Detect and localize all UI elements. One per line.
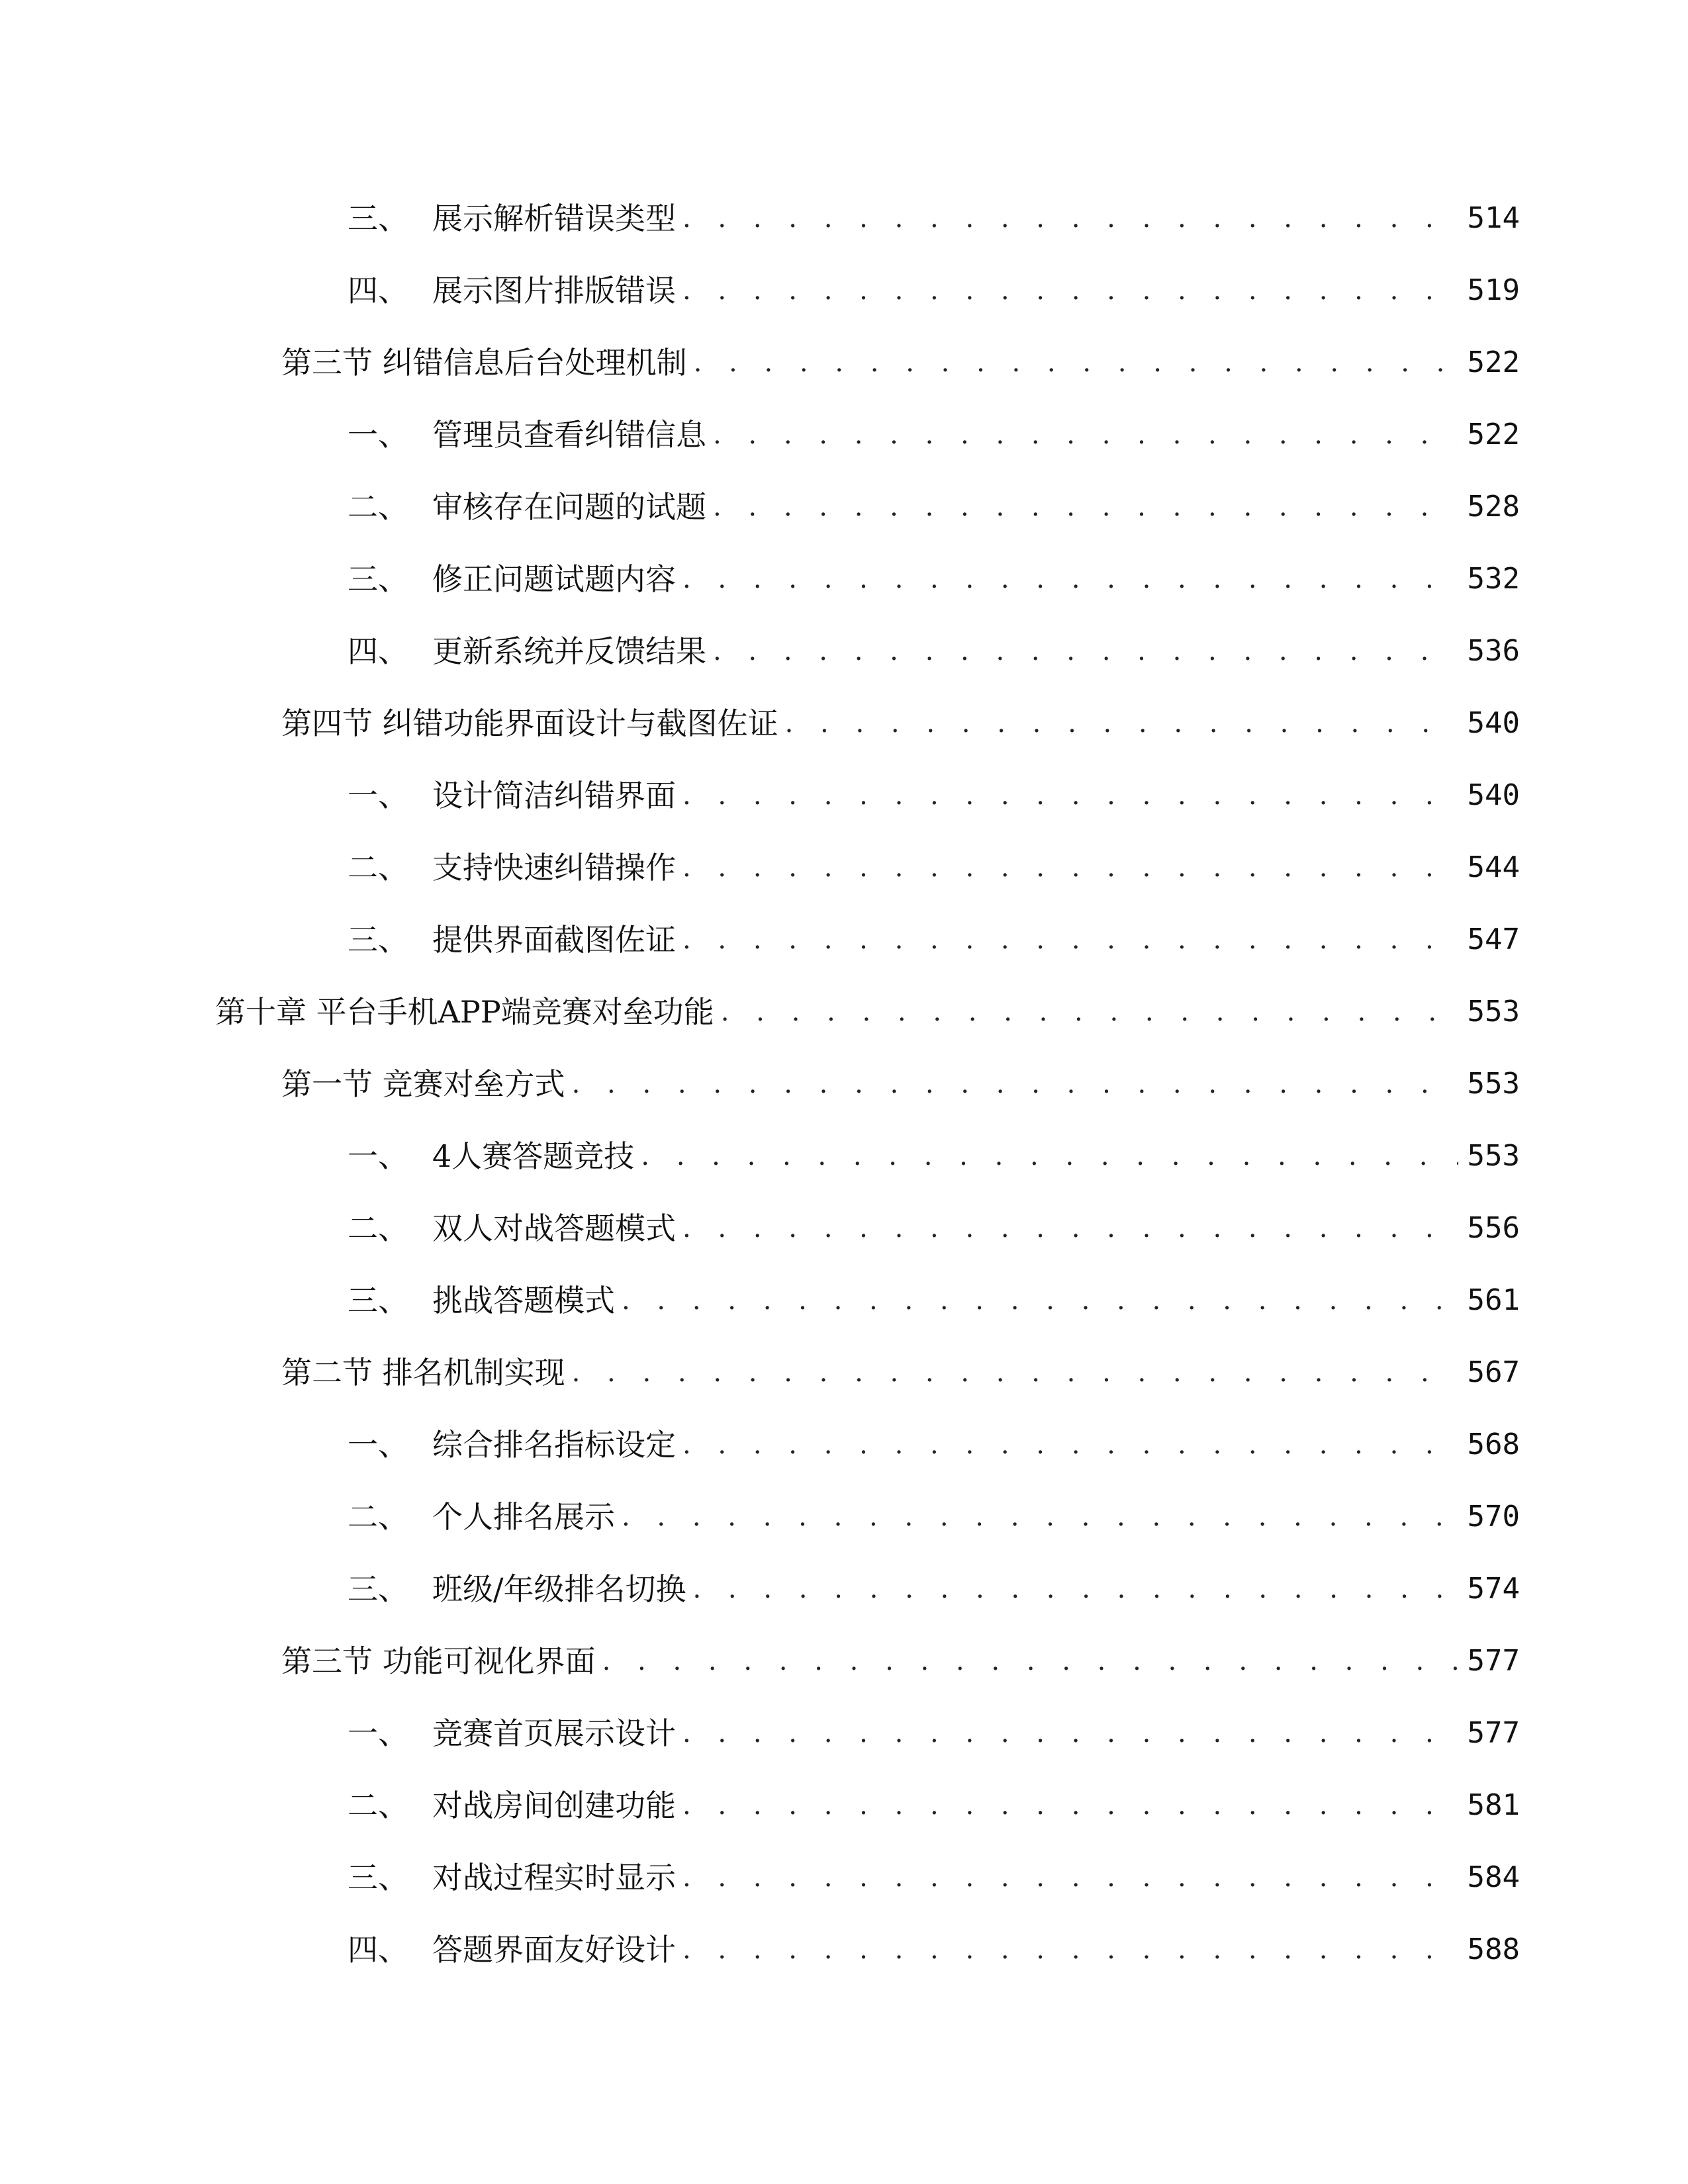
toc-entry-number: 一、 xyxy=(348,1138,408,1174)
toc-entry[interactable] xyxy=(281,1628,1520,1694)
toc-entry-title: 竞赛首页展示设计 xyxy=(432,1715,676,1751)
toc-entry-page: 544 xyxy=(1467,850,1520,884)
toc-entry[interactable] xyxy=(348,762,1520,829)
toc-entry-number: 三、 xyxy=(348,922,408,958)
toc-entry-number: 四、 xyxy=(348,1932,408,1968)
toc-entry-page: 519 xyxy=(1467,273,1520,307)
toc-entry-number: 一、 xyxy=(348,417,408,453)
toc-entry-number: 二、 xyxy=(348,1210,408,1246)
toc-entry-page: 577 xyxy=(1467,1716,1520,1750)
toc-entry-page: 528 xyxy=(1467,490,1520,523)
dot-leader xyxy=(622,1504,1458,1530)
toc-entry[interactable] xyxy=(348,618,1520,684)
toc-entry-page: 536 xyxy=(1467,634,1520,668)
toc-entry-page: 522 xyxy=(1467,345,1520,379)
toc-entry[interactable] xyxy=(215,979,1520,1045)
toc-entry[interactable] xyxy=(348,1484,1520,1550)
toc-entry[interactable] xyxy=(281,690,1520,756)
dot-leader xyxy=(682,854,1458,881)
dot-leader xyxy=(682,205,1458,232)
toc-entry-number: 一、 xyxy=(348,1427,408,1463)
toc-entry-title: 第十章 平台手机APP端竞赛对垒功能 xyxy=(215,994,714,1030)
dot-leader xyxy=(682,1720,1458,1747)
toc-entry-number: 二、 xyxy=(348,489,408,525)
dot-leader xyxy=(713,494,1458,520)
toc-entry[interactable] xyxy=(348,1844,1520,1911)
toc-entry-title: 答题界面友好设计 xyxy=(432,1932,676,1968)
toc-entry-title: 对战房间创建功能 xyxy=(432,1788,676,1823)
toc-entry-number: 三、 xyxy=(348,1860,408,1895)
toc-entry-title: 提供界面截图佐证 xyxy=(432,922,676,958)
toc-entry-page: 553 xyxy=(1467,995,1520,1028)
dot-leader xyxy=(682,1215,1458,1242)
dot-leader xyxy=(641,1143,1458,1169)
toc-entry-title: 第三节 纠错信息后台处理机制 xyxy=(281,345,687,381)
toc-entry[interactable] xyxy=(348,1412,1520,1478)
toc-entry-title: 展示图片排版错误 xyxy=(432,273,676,308)
toc-entry[interactable] xyxy=(348,1917,1520,1983)
toc-entry-number: 二、 xyxy=(348,1788,408,1823)
toc-entry-title: 班级/年级排名切换 xyxy=(432,1571,686,1607)
toc-entry-title: 修正问题试题内容 xyxy=(432,561,676,597)
toc-entry-page: 553 xyxy=(1467,1139,1520,1173)
dot-leader xyxy=(622,1287,1458,1314)
toc-entry-number: 三、 xyxy=(348,1283,408,1318)
dot-leader xyxy=(694,349,1458,376)
toc-entry[interactable] xyxy=(348,1267,1520,1334)
toc-entry-page: 547 xyxy=(1467,923,1520,956)
toc-entry-page: 561 xyxy=(1467,1283,1520,1317)
toc-entry[interactable] xyxy=(348,1700,1520,1766)
dot-leader xyxy=(572,1071,1458,1097)
toc-entry[interactable] xyxy=(281,1340,1520,1406)
toc-entry[interactable] xyxy=(348,1556,1520,1622)
toc-entry-page: 577 xyxy=(1467,1644,1520,1678)
toc-entry-title: 综合排名指标设定 xyxy=(432,1427,676,1463)
toc-entry-page: 514 xyxy=(1467,201,1520,235)
toc-entry[interactable] xyxy=(348,907,1520,973)
toc-entry[interactable] xyxy=(281,1051,1520,1117)
toc-entry-page: 588 xyxy=(1467,1933,1520,1966)
toc-entry-title: 个人排名展示 xyxy=(432,1499,615,1535)
toc-entry-number: 四、 xyxy=(348,633,408,669)
toc-entry-page: 570 xyxy=(1467,1500,1520,1533)
toc-entry-number: 三、 xyxy=(348,1571,408,1607)
toc-entry-number: 三、 xyxy=(348,201,408,236)
toc-entry-title: 双人对战答题模式 xyxy=(432,1210,676,1246)
toc-entry-title: 挑战答题模式 xyxy=(432,1283,615,1318)
toc-entry-title: 对战过程实时显示 xyxy=(432,1860,676,1895)
toc-entry-page: 568 xyxy=(1467,1428,1520,1461)
toc-entry[interactable] xyxy=(348,185,1520,251)
toc-entry-title: 设计简洁纠错界面 xyxy=(432,778,676,813)
toc-entry-title: 管理员查看纠错信息 xyxy=(432,417,706,453)
toc-entry-title: 更新系统并反馈结果 xyxy=(432,633,706,669)
toc-entry-page: 532 xyxy=(1467,562,1520,596)
dot-leader xyxy=(693,1576,1458,1602)
toc-entry[interactable] xyxy=(348,1195,1520,1261)
toc-entry-title: 展示解析错误类型 xyxy=(432,201,676,236)
toc-entry[interactable] xyxy=(348,835,1520,901)
toc-entry-number: 四、 xyxy=(348,273,408,308)
dot-leader xyxy=(785,710,1458,737)
dot-leader xyxy=(682,1432,1458,1458)
toc-entry[interactable] xyxy=(348,1123,1520,1189)
toc-entry-page: 540 xyxy=(1467,706,1520,740)
dot-leader xyxy=(682,782,1458,809)
toc-entry-title: 4人赛答题竞技 xyxy=(432,1138,635,1174)
toc-entry[interactable] xyxy=(348,546,1520,612)
dot-leader xyxy=(682,1936,1458,1963)
toc-entry-page: 522 xyxy=(1467,418,1520,451)
toc-entry[interactable] xyxy=(348,1772,1520,1839)
dot-leader xyxy=(682,1864,1458,1891)
toc-entry[interactable] xyxy=(281,330,1520,396)
toc-entry-page: 574 xyxy=(1467,1572,1520,1606)
toc-entry-number: 二、 xyxy=(348,850,408,886)
dot-leader xyxy=(682,566,1458,592)
toc-entry-number: 一、 xyxy=(348,778,408,813)
toc-entry-page: 553 xyxy=(1467,1067,1520,1101)
dot-leader xyxy=(721,999,1458,1025)
dot-leader xyxy=(682,927,1458,953)
toc-entry[interactable] xyxy=(348,257,1520,324)
toc-entry-page: 556 xyxy=(1467,1211,1520,1245)
toc-entry[interactable] xyxy=(348,402,1520,468)
toc-entry-number: 三、 xyxy=(348,561,408,597)
toc-entry-number: 一、 xyxy=(348,1715,408,1751)
toc-entry-title: 第四节 纠错功能界面设计与截图佐证 xyxy=(281,705,778,741)
toc-entry-title: 支持快速纠错操作 xyxy=(432,850,676,886)
toc-entry-title: 第三节 功能可视化界面 xyxy=(281,1643,596,1679)
dot-leader xyxy=(572,1359,1458,1386)
dot-leader xyxy=(713,422,1458,448)
dot-leader xyxy=(682,1792,1458,1819)
toc-entry-title: 审核存在问题的试题 xyxy=(432,489,706,525)
toc-entry-page: 581 xyxy=(1467,1788,1520,1822)
toc-entry-title: 第二节 排名机制实现 xyxy=(281,1355,565,1390)
toc-entry-page: 540 xyxy=(1467,778,1520,812)
toc-entry-title: 第一节 竞赛对垒方式 xyxy=(281,1066,565,1102)
toc-entry-page: 567 xyxy=(1467,1355,1520,1389)
dot-leader xyxy=(682,277,1458,304)
toc-entry-number: 二、 xyxy=(348,1499,408,1535)
dot-leader xyxy=(602,1648,1458,1674)
dot-leader xyxy=(713,638,1458,664)
toc-entry[interactable] xyxy=(348,474,1520,540)
toc-entry-page: 584 xyxy=(1467,1860,1520,1894)
